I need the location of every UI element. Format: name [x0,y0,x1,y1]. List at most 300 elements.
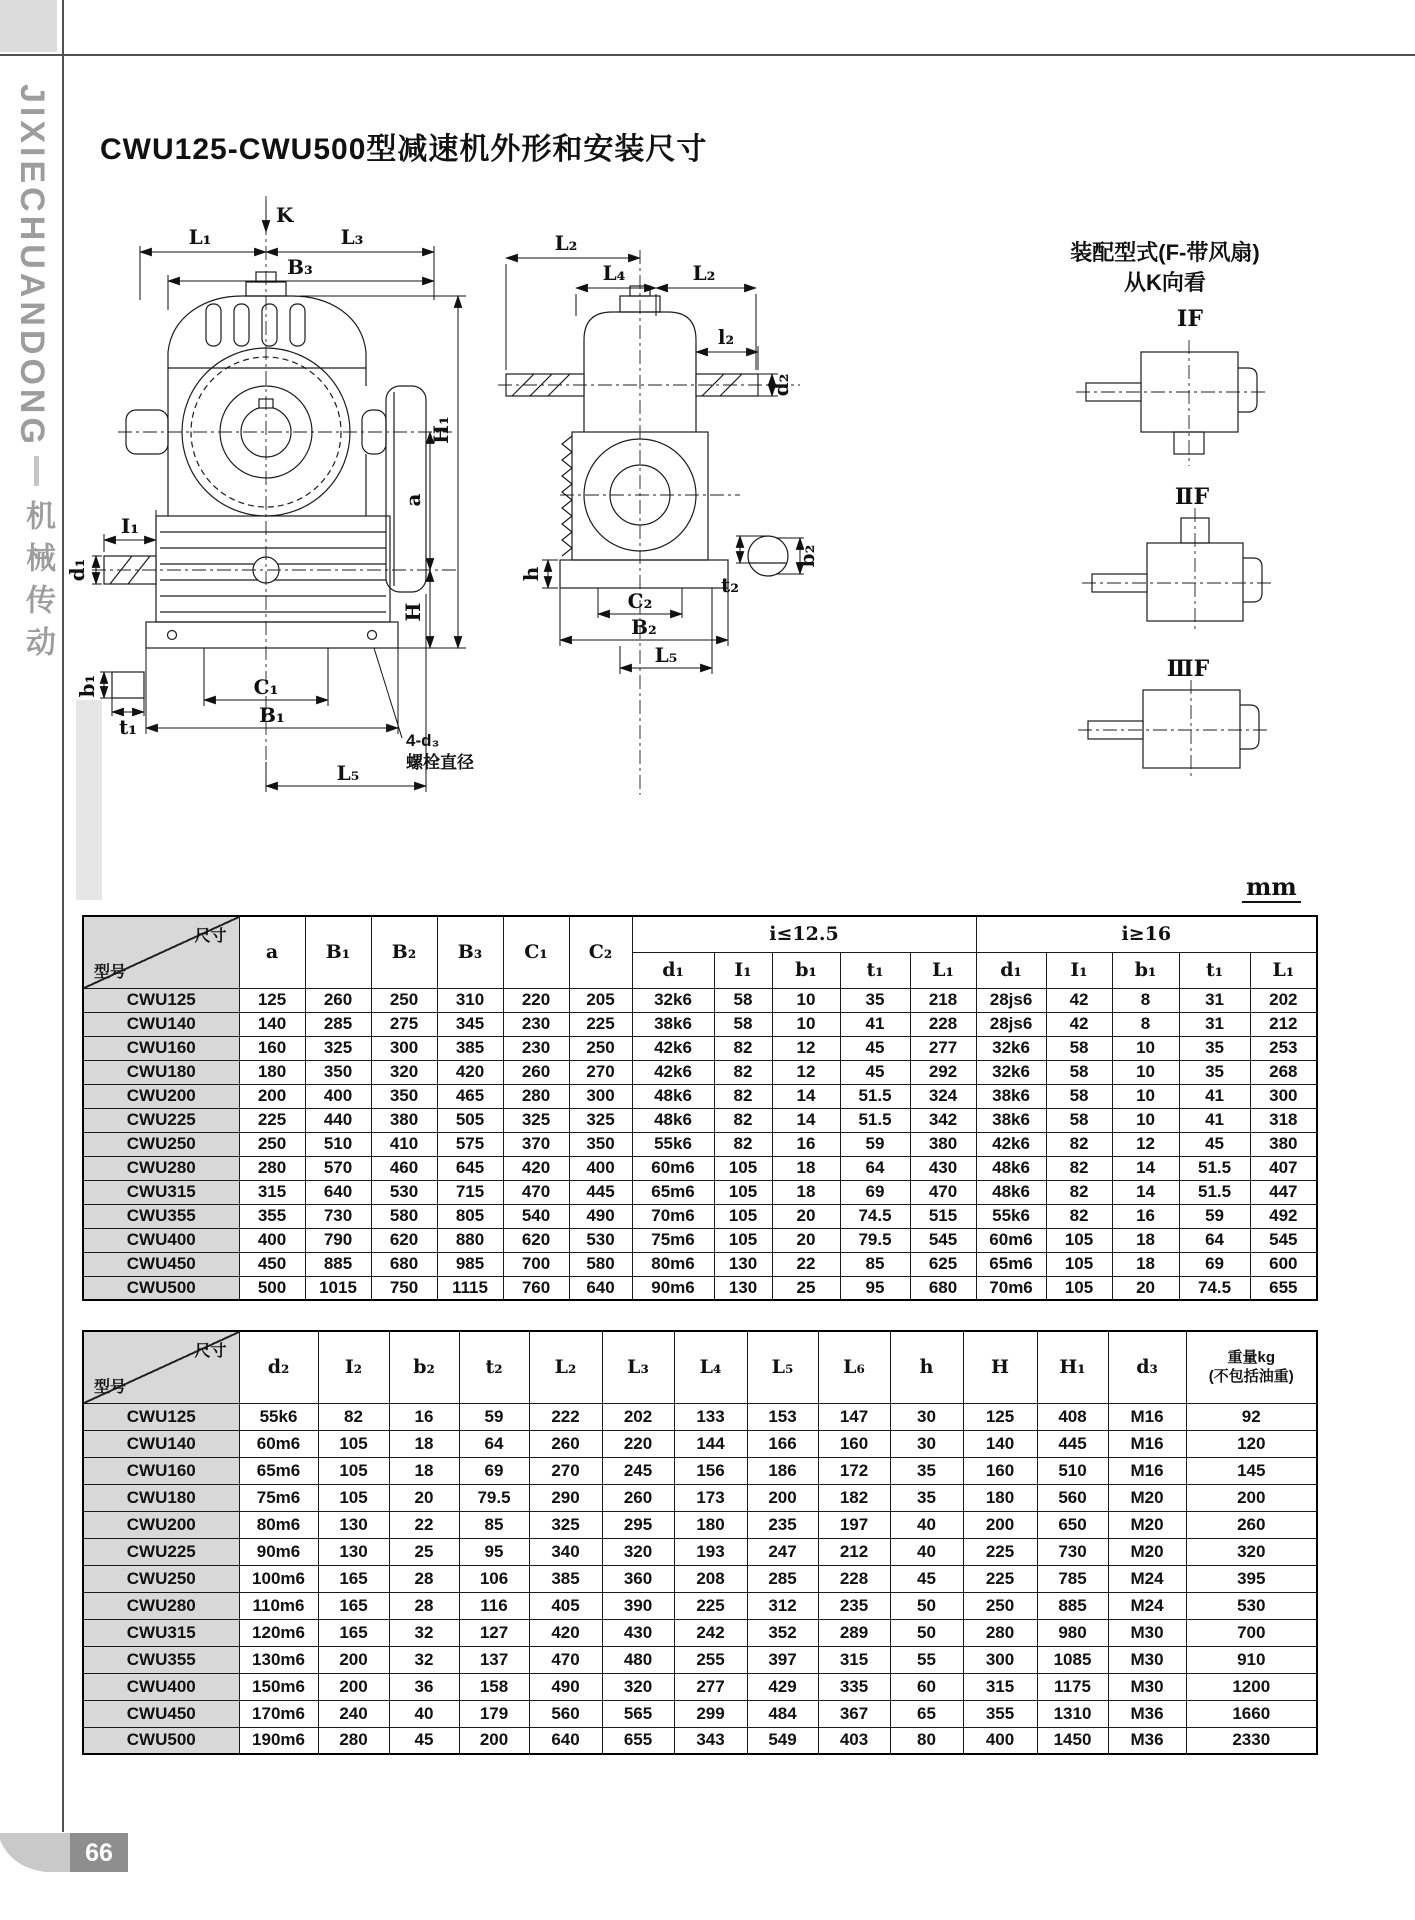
value-cell: 180 [239,1060,305,1084]
value-cell: 242 [674,1619,747,1646]
value-cell: 55k6 [976,1204,1046,1228]
value-cell: 59 [459,1403,529,1430]
value-cell: 25 [772,1276,840,1300]
table-row [83,1592,1317,1619]
table-row [83,1012,1317,1036]
value-cell: 105 [1046,1228,1112,1252]
bolt-note-line1: 4-d₃ [406,731,440,750]
table-row [83,1403,1317,1430]
value-cell: 60m6 [239,1430,318,1457]
value-cell: 130 [318,1538,389,1565]
value-cell: 315 [818,1646,890,1673]
value-cell: 158 [459,1673,529,1700]
value-cell: 290 [529,1484,602,1511]
value-cell: 120 [1186,1430,1317,1457]
assembly-variant1-centerlines [1076,340,1268,466]
dim-label-b2-key: b₂ [795,544,819,568]
value-cell: 80 [890,1727,963,1754]
value-cell: 530 [1186,1592,1317,1619]
model-cell: CWU180 [83,1060,239,1084]
value-cell: M24 [1108,1565,1186,1592]
value-cell: 70m6 [976,1276,1046,1300]
value-cell: 166 [747,1430,818,1457]
model-cell: CWU355 [83,1204,239,1228]
value-cell: 25 [389,1538,459,1565]
value-cell: 230 [503,1036,569,1060]
value-cell: 64 [1179,1228,1250,1252]
value-cell: 515 [910,1204,976,1228]
value-cell: 58 [1046,1108,1112,1132]
dim-label-b1: b₁ [75,674,99,698]
value-cell: 250 [239,1132,305,1156]
value-cell: 367 [818,1700,890,1727]
value-cell: 130 [714,1252,772,1276]
value-cell: 14 [772,1108,840,1132]
value-cell: 79.5 [840,1228,910,1252]
value-cell: 147 [818,1403,890,1430]
assembly-variant2-diagram [1092,518,1262,621]
value-cell: 247 [747,1538,818,1565]
value-cell: 105 [1046,1252,1112,1276]
value-cell: 90m6 [239,1538,318,1565]
model-cell: CWU400 [83,1673,239,1700]
corner-label-model-2: 型号 [94,1378,127,1396]
value-cell: 8 [1112,988,1179,1012]
value-cell: 10 [772,1012,840,1036]
value-cell: 65m6 [632,1180,714,1204]
value-cell: 127 [459,1619,529,1646]
value-cell: 202 [1250,988,1317,1012]
model-cell: CWU160 [83,1036,239,1060]
value-cell: 51.5 [1179,1156,1250,1180]
value-cell: 16 [772,1132,840,1156]
value-cell: 350 [305,1060,371,1084]
value-cell: 315 [239,1180,305,1204]
table-row [83,1727,1317,1754]
value-cell: 51.5 [1179,1180,1250,1204]
value-cell: 655 [1250,1276,1317,1300]
value-cell: 45 [890,1565,963,1592]
value-cell: 490 [569,1204,632,1228]
value-cell: 407 [1250,1156,1317,1180]
value-cell: 60 [890,1673,963,1700]
value-cell: 277 [910,1036,976,1060]
value-cell: 325 [503,1108,569,1132]
value-cell: 397 [747,1646,818,1673]
value-cell: 343 [674,1727,747,1754]
value-cell: 320 [371,1060,437,1084]
value-cell: 16 [389,1403,459,1430]
value-cell: 1450 [1037,1727,1108,1754]
value-cell: 82 [714,1060,772,1084]
model-cell: CWU400 [83,1228,239,1252]
value-cell: 400 [239,1228,305,1252]
value-cell: 200 [318,1673,389,1700]
value-cell: 505 [437,1108,503,1132]
value-cell: 620 [503,1228,569,1252]
value-cell: 14 [1112,1156,1179,1180]
value-cell: 12 [772,1060,840,1084]
value-cell: 700 [1186,1619,1317,1646]
value-cell: 680 [371,1252,437,1276]
value-cell: 403 [818,1727,890,1754]
value-cell: 36 [389,1673,459,1700]
value-cell: 35 [890,1457,963,1484]
value-cell: 10 [1112,1084,1179,1108]
value-cell: 32k6 [632,988,714,1012]
value-cell: 38k6 [632,1012,714,1036]
value-cell: 193 [674,1538,747,1565]
value-cell: 58 [714,988,772,1012]
value-cell: 12 [772,1036,840,1060]
value-cell: 250 [371,988,437,1012]
value-cell: 82 [714,1108,772,1132]
value-cell: 325 [529,1511,602,1538]
value-cell: 55k6 [632,1132,714,1156]
value-cell: 18 [772,1156,840,1180]
value-cell: 405 [529,1592,602,1619]
value-cell: M36 [1108,1700,1186,1727]
value-cell: 260 [503,1060,569,1084]
value-cell: 38k6 [976,1108,1046,1132]
value-cell: 250 [963,1592,1037,1619]
value-cell: 277 [674,1673,747,1700]
value-cell: 510 [1037,1457,1108,1484]
value-cell: 10 [1112,1060,1179,1084]
value-cell: 130 [318,1511,389,1538]
value-cell: 85 [840,1252,910,1276]
value-cell: 680 [910,1276,976,1300]
col-header-weight [1186,1331,1317,1403]
value-cell: M16 [1108,1430,1186,1457]
col-header-a: a [239,916,305,988]
table-row [83,1619,1317,1646]
value-cell: 600 [1250,1252,1317,1276]
value-cell: 300 [371,1036,437,1060]
bolt-note-line2: 螺栓直径 [406,753,474,772]
value-cell: 120m6 [239,1619,318,1646]
value-cell: 335 [818,1673,890,1700]
value-cell: 400 [305,1084,371,1108]
value-cell: 480 [602,1646,674,1673]
table-row [83,1084,1317,1108]
value-cell: 40 [890,1511,963,1538]
value-cell: 235 [747,1511,818,1538]
value-cell: 20 [389,1484,459,1511]
value-cell: 58 [1046,1084,1112,1108]
value-cell: 48k6 [976,1156,1046,1180]
side-view-dimensions [506,258,804,674]
value-cell: 79.5 [459,1484,529,1511]
col-header-c1: C₁ [503,916,569,988]
value-cell: M16 [1108,1403,1186,1430]
value-cell: 225 [963,1538,1037,1565]
col-header-h1: H₁ [1037,1331,1108,1403]
value-cell: 140 [239,1012,305,1036]
dim-label-t1: t₁ [119,715,137,739]
model-cell: CWU500 [83,1276,239,1300]
value-cell: 260 [529,1430,602,1457]
value-cell: 420 [437,1060,503,1084]
assembly-variant3-label: ⅢF [1166,656,1210,682]
assembly-heading-line2: 从K向看 [1124,270,1206,295]
value-cell: 490 [529,1673,602,1700]
value-cell: 82 [714,1084,772,1108]
table-row [83,1252,1317,1276]
value-cell: 40 [890,1538,963,1565]
value-cell: 715 [437,1180,503,1204]
model-cell: CWU200 [83,1084,239,1108]
value-cell: 700 [503,1252,569,1276]
table-row [83,1565,1317,1592]
value-cell: 400 [963,1727,1037,1754]
value-cell: 225 [963,1565,1037,1592]
value-cell: 160 [818,1430,890,1457]
value-cell: 50 [890,1592,963,1619]
value-cell: 140 [963,1430,1037,1457]
value-cell: 18 [772,1180,840,1204]
value-cell: 885 [1037,1592,1108,1619]
table-row [83,1700,1317,1727]
weight-header-line2: (不包括油重) [1208,1368,1294,1386]
value-cell: 880 [437,1228,503,1252]
col-header-t2: t₂ [459,1331,529,1403]
dim-label-l5: L₅ [336,761,360,785]
value-cell: 208 [674,1565,747,1592]
value-cell: 540 [503,1204,569,1228]
value-cell: 40 [389,1700,459,1727]
table1-header-row1 [83,916,1317,952]
model-cell: CWU180 [83,1484,239,1511]
dim-label-k: K [276,203,294,227]
assembly-variant1-diagram [1086,352,1257,454]
corner-label-model: 型号 [94,963,127,981]
value-cell: 31 [1179,1012,1250,1036]
value-cell: 80m6 [632,1252,714,1276]
value-cell: 130 [714,1276,772,1300]
value-cell: 20 [772,1204,840,1228]
value-cell: 885 [305,1252,371,1276]
value-cell: 580 [569,1252,632,1276]
dim-label-d1: d₁ [65,558,89,582]
value-cell: 570 [305,1156,371,1180]
value-cell: M30 [1108,1673,1186,1700]
value-cell: 285 [747,1565,818,1592]
value-cell: 42k6 [976,1132,1046,1156]
weight-header-line1: 重量kg [1227,1349,1275,1367]
value-cell: 260 [602,1484,674,1511]
value-cell: 280 [503,1084,569,1108]
dim-label-i1: I₁ [120,514,140,538]
model-cell: CWU280 [83,1156,239,1180]
table-row [83,1511,1317,1538]
value-cell: 985 [437,1252,503,1276]
value-cell: 410 [371,1132,437,1156]
value-cell: 370 [503,1132,569,1156]
value-cell: 18 [1112,1228,1179,1252]
value-cell: 470 [503,1180,569,1204]
value-cell: M20 [1108,1538,1186,1565]
col-header-H: H [963,1331,1037,1403]
value-cell: 30 [890,1430,963,1457]
model-cell: CWU250 [83,1132,239,1156]
value-cell: 430 [602,1619,674,1646]
side-view [498,231,819,795]
value-cell: 105 [318,1430,389,1457]
value-cell: 270 [569,1060,632,1084]
table-row [83,1276,1317,1300]
col-header-b3: B₃ [437,916,503,988]
value-cell: 145 [1186,1457,1317,1484]
assembly-variant3-diagram [1088,690,1259,768]
value-cell: 212 [1250,1012,1317,1036]
value-cell: 48k6 [632,1108,714,1132]
value-cell: 42k6 [632,1036,714,1060]
table-row [83,1060,1317,1084]
assembly-heading-line1: 装配型式(F-带风扇) [1070,240,1260,265]
model-cell: CWU125 [83,1403,239,1430]
model-cell: CWU280 [83,1592,239,1619]
value-cell: 90m6 [632,1276,714,1300]
value-cell: 645 [437,1156,503,1180]
value-cell: 228 [910,1012,976,1036]
value-cell: 14 [772,1084,840,1108]
value-cell: 253 [1250,1036,1317,1060]
value-cell: 105 [714,1228,772,1252]
table-row [83,1457,1317,1484]
value-cell: 82 [318,1403,389,1430]
page-number-badge [0,1830,140,1876]
value-cell: 82 [714,1036,772,1060]
value-cell: 65 [890,1700,963,1727]
col-header-l2: L₂ [529,1331,602,1403]
value-cell: 10 [1112,1036,1179,1060]
value-cell: 730 [305,1204,371,1228]
table-row [83,1673,1317,1700]
value-cell: 450 [239,1252,305,1276]
value-cell: 310 [437,988,503,1012]
value-cell: 65m6 [976,1252,1046,1276]
side-view-centerlines [498,250,800,795]
value-cell: 530 [569,1228,632,1252]
dimension-drawings [0,0,1415,910]
dimension-table-2 [82,1330,1318,1755]
table-row [83,988,1317,1012]
dim-label-l5-side: L₅ [654,643,678,667]
value-cell: 156 [674,1457,747,1484]
value-cell: M16 [1108,1457,1186,1484]
value-cell: 69 [840,1180,910,1204]
value-cell: 785 [1037,1565,1108,1592]
value-cell: 1310 [1037,1700,1108,1727]
value-cell: 240 [318,1700,389,1727]
table-row [83,1204,1317,1228]
value-cell: 45 [389,1727,459,1754]
value-cell: 50 [890,1619,963,1646]
value-cell: 18 [389,1430,459,1457]
sidebar-brand-latin: JIXIECHUANDONG [13,84,51,448]
dim-label-l1: L₁ [188,225,212,249]
col-header-c2: C₂ [569,916,632,988]
value-cell: 35 [1179,1060,1250,1084]
value-cell: 380 [371,1108,437,1132]
value-cell: 45 [840,1036,910,1060]
page-badge-curve [0,1833,70,1872]
value-cell: 460 [371,1156,437,1180]
value-cell: 650 [1037,1511,1108,1538]
model-cell: CWU315 [83,1180,239,1204]
value-cell: 190m6 [239,1727,318,1754]
value-cell: 58 [714,1012,772,1036]
value-cell: 640 [569,1276,632,1300]
value-cell: 58 [1046,1036,1112,1060]
value-cell: 105 [318,1484,389,1511]
value-cell: 380 [1250,1132,1317,1156]
unit-label: mm [1242,872,1301,903]
value-cell: 32 [389,1646,459,1673]
value-cell: 1015 [305,1276,371,1300]
value-cell: 730 [1037,1538,1108,1565]
value-cell: 160 [239,1036,305,1060]
value-cell: 1660 [1186,1700,1317,1727]
corner-label-size-2: 尺寸 [194,1343,227,1360]
col-header-h: h [890,1331,963,1403]
value-cell: 41 [840,1012,910,1036]
value-cell: M36 [1108,1727,1186,1754]
dimension-table-1 [82,915,1318,1301]
dim-label-c1: C₁ [253,675,279,699]
value-cell: 300 [1250,1084,1317,1108]
value-cell: 137 [459,1646,529,1673]
model-cell: CWU315 [83,1619,239,1646]
sub-header-t1-2: t₁ [1179,952,1250,988]
sub-header-b1-2: b₁ [1112,952,1179,988]
value-cell: 165 [318,1619,389,1646]
value-cell: 150m6 [239,1673,318,1700]
value-cell: 320 [602,1538,674,1565]
value-cell: 82 [1046,1180,1112,1204]
value-cell: 182 [818,1484,890,1511]
value-cell: 58 [1046,1060,1112,1084]
value-cell: 270 [529,1457,602,1484]
value-cell: 285 [305,1012,371,1036]
value-cell: 225 [674,1592,747,1619]
value-cell: 355 [239,1204,305,1228]
table-row [83,1036,1317,1060]
value-cell: 69 [459,1457,529,1484]
value-cell: 275 [371,1012,437,1036]
sub-header-l1: L₁ [910,952,976,988]
model-cell: CWU140 [83,1430,239,1457]
table-row [83,1108,1317,1132]
value-cell: 260 [305,988,371,1012]
value-cell: 22 [772,1252,840,1276]
dim-label-l4: L₄ [602,261,626,285]
front-view [65,196,474,792]
value-cell: 92 [1186,1403,1317,1430]
value-cell: 355 [963,1700,1037,1727]
value-cell: 70m6 [632,1204,714,1228]
value-cell: 180 [674,1511,747,1538]
value-cell: 560 [529,1700,602,1727]
value-cell: 408 [1037,1403,1108,1430]
value-cell: 545 [1250,1228,1317,1252]
sub-header-t1: t₁ [840,952,910,988]
table-row [83,1132,1317,1156]
value-cell: 106 [459,1565,529,1592]
value-cell: 640 [305,1180,371,1204]
value-cell: 28js6 [976,988,1046,1012]
